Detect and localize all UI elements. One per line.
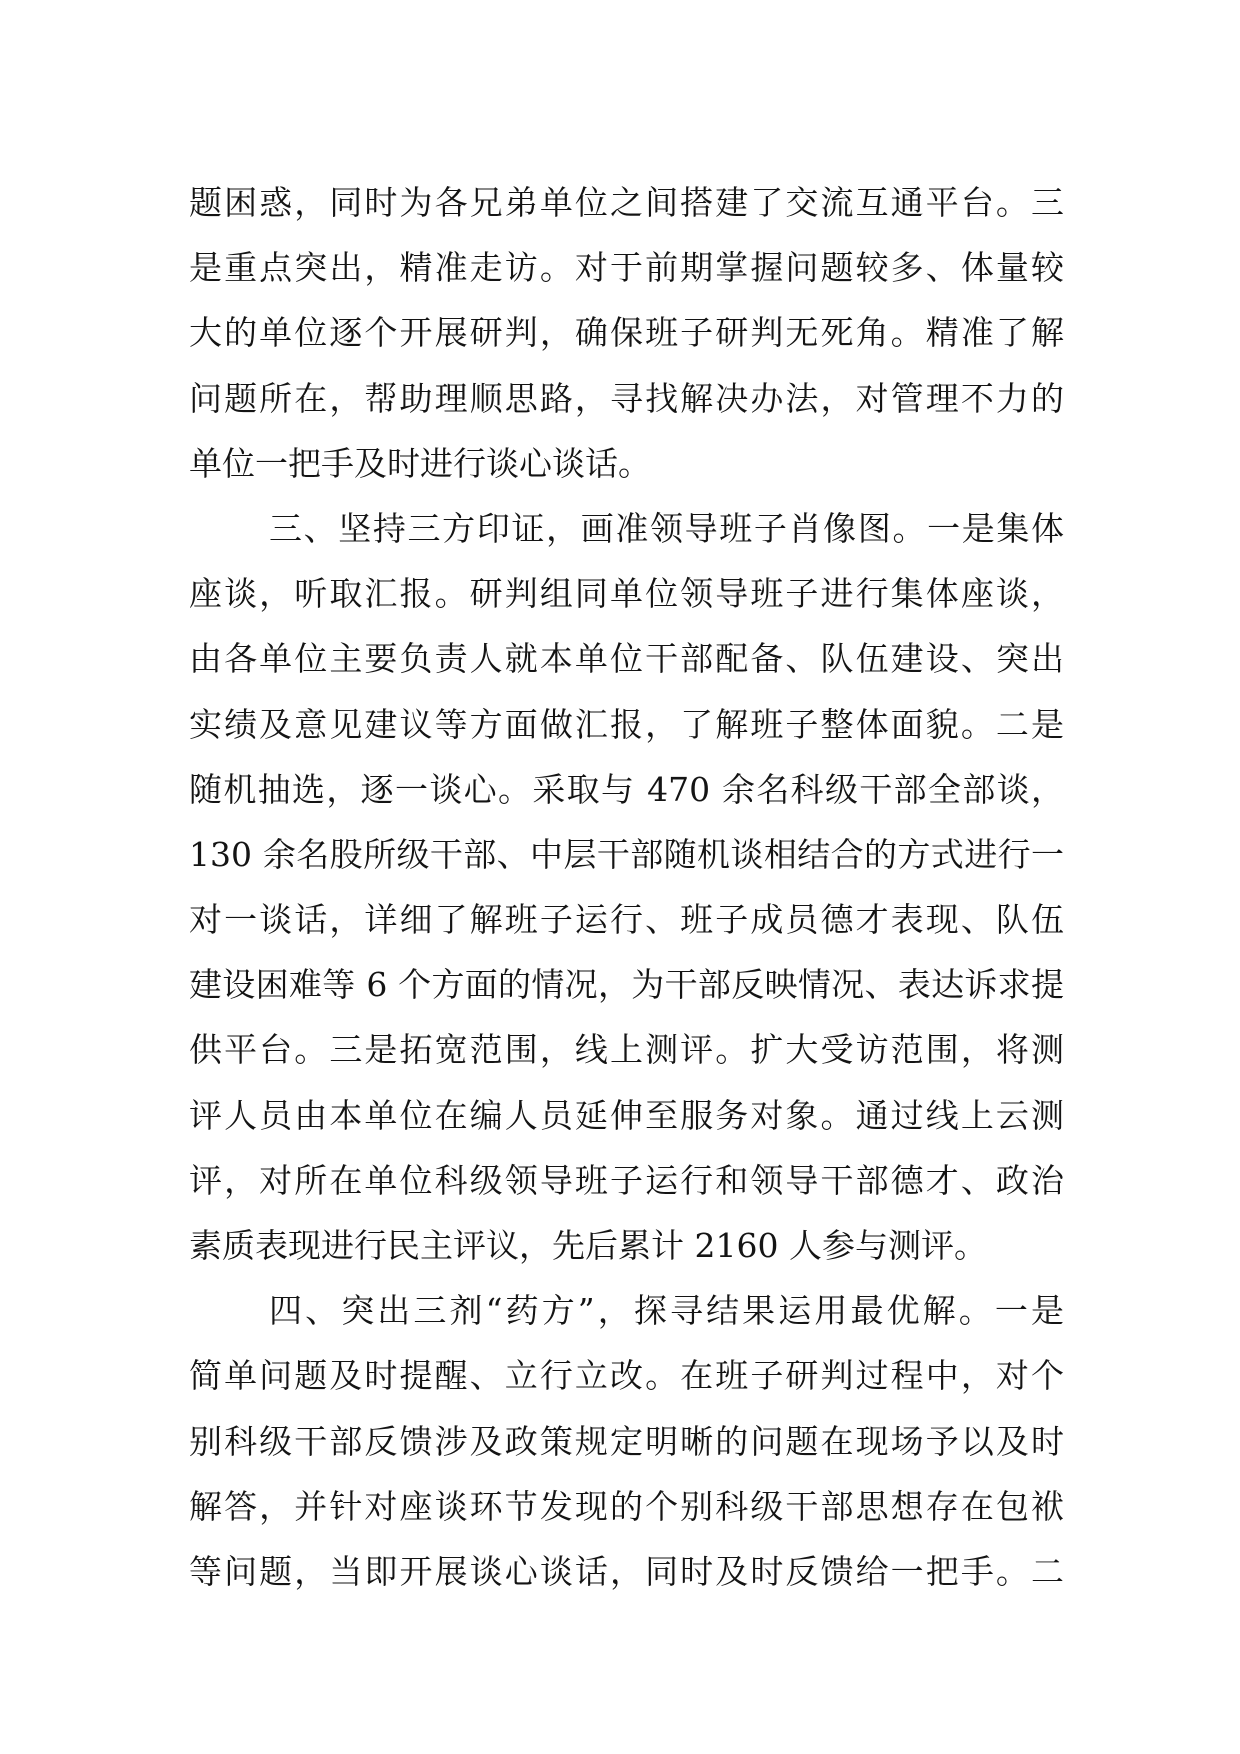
section-heading-line: 三、坚持三方印证，画准领导班子肖像图。一是集体 — [269, 508, 1064, 548]
paragraph-end-line: 素质表现进行民主评议，先后累计 2160 人参与测评。 — [189, 1226, 987, 1265]
text-line: 评人员由本单位在编人员延伸至服务对象。通过线上云测 — [189, 1095, 1064, 1135]
text-line: 供平台。三是拓宽范围，线上测评。扩大受访范围，将测 — [189, 1030, 1064, 1070]
text-line: 座谈，听取汇报。研判组同单位领导班子进行集体座谈， — [189, 574, 1064, 614]
text-line: 实绩及意见建议等方面做汇报，了解班子整体面貌。二是 — [189, 704, 1064, 744]
text-line: 对一谈话，详细了解班子运行、班子成员德才表现、队伍 — [189, 900, 1064, 940]
text-line: 简单问题及时提醒、立行立改。在班子研判过程中，对个 — [189, 1356, 1064, 1396]
text-line: 评，对所在单位科级领导班子运行和领导干部德才、政治 — [189, 1160, 1064, 1200]
text-line: 别科级干部反馈涉及政策规定明晰的问题在现场予以及时 — [189, 1421, 1064, 1461]
document-body — [189, 170, 1064, 1604]
text-line: 问题所在，帮助理顺思路，寻找解决办法，对管理不力的 — [189, 378, 1064, 418]
text-line: 题困惑，同时为各兄弟单位之间搭建了交流互通平台。三 — [189, 183, 1064, 222]
text-line: 随机抽选，逐一谈心。采取与 470 余名科级干部全部谈， — [189, 769, 1064, 809]
text-line: 解答，并针对座谈环节发现的个别科级干部思想存在包袱 — [189, 1486, 1064, 1526]
text-line: 建设困难等 6 个方面的情况，为干部反映情况、表达诉求提 — [189, 965, 1064, 1005]
section-heading-line: 四、突出三剂“药方”，探寻结果运用最优解。一是 — [269, 1291, 1064, 1331]
paragraph-end-line: 单位一把手及时进行谈心谈话。 — [189, 443, 651, 483]
text-line: 130 余名股所级干部、中层干部随机谈相结合的方式进行一 — [189, 834, 1064, 874]
text-line: 是重点突出，精准走访。对于前期掌握问题较多、体量较 — [189, 248, 1064, 288]
text-line: 等问题，当即开展谈心谈话，同时及时反馈给一把手。二 — [189, 1551, 1064, 1591]
text-line: 大的单位逐个开展研判，确保班子研判无死角。精准了解 — [189, 313, 1064, 353]
text-line: 由各单位主要负责人就本单位干部配备、队伍建设、突出 — [189, 639, 1064, 679]
